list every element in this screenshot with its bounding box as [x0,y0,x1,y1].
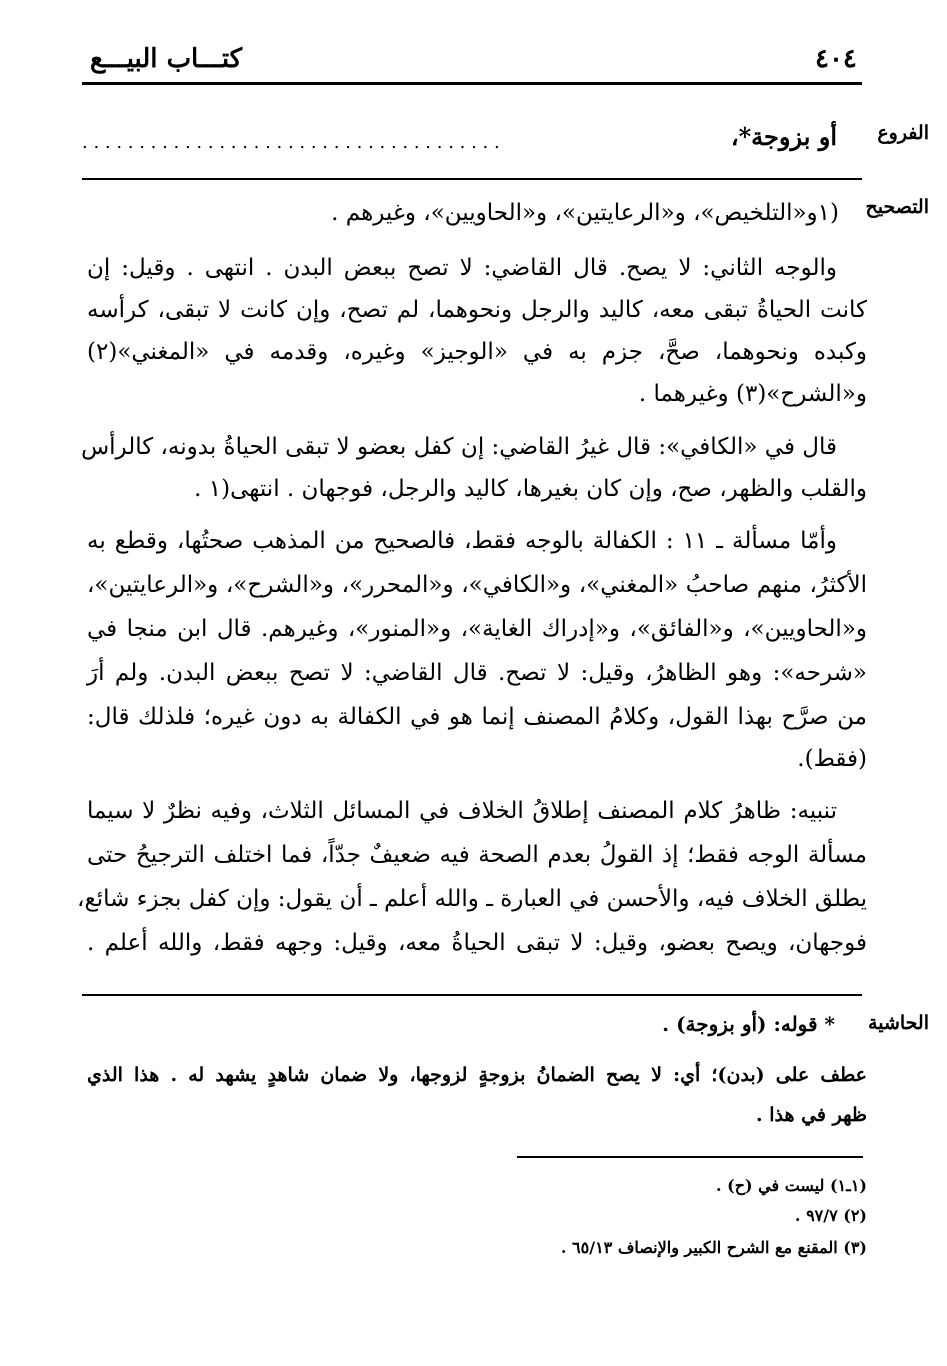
hashiya-line: ظهر في هذا . [755,1104,867,1126]
furu-dots: . . . . . . . . . . . . . . . . . . . . . . . . . . . . . . . . . . . . . [82,132,500,153]
tashih-line: الأكثرُ، منهم صاحبُ «المغني»، و«الكافي»، و«المحرر»، و«الشرح»، و«الرعايتين»، [87,572,867,598]
tashih-line: وأمّا مسألة ـ ١١ : الكفالة بالوجه فقط، فالصحيح من المذهب صحتُها، وقطع به [87,528,837,554]
tashih-line: فوجهان، ويصح بعضو، وقيل: لا تبقى الحياةُ معه، وقيل: وجهه فقط، والله أعلم . [87,930,867,956]
tashih-line: كانت الحياةُ تبقى معه، كاليد والرجل ونحوهما، لم تصح، وإن كانت لا تبقى، كرأسه [87,297,867,323]
furu-text: أو بزوجة*، [730,122,837,151]
tashih-line: والقلب والظهر، صح، وإن كان بغيرها، كاليد والرجل، فوجهان . انتهى(١ . [194,476,867,502]
tashih-line: تنبيه: ظاهرُ كلام المصنف إطلاقُ الخلاف في المسائل الثلاث، وفيه نظرٌ لا سيما [87,798,837,824]
tashih-line: والوجه الثاني: لا يصح. قال القاضي: لا تصح ببعض البدن . انتهى . وقيل: إن [87,255,837,281]
section-rule-2 [82,994,862,996]
footnote-rule [517,1156,863,1158]
furu-label: الفروع [877,122,929,144]
header-rule [82,82,862,85]
tashih-line: مسألة الوجه فقط؛ إذ القولُ بعدم الصحة فيه ضعيفٌ جدّاً، فما اختلف الترجيحُ حتى [87,842,867,868]
footnote: (٣) المقنع مع الشرح الكبير والإنصاف ٦٥/١٣ . [560,1238,867,1257]
tashih-line: قال في «الكافي»: قال غيرُ القاضي: إن كفل بعضو لا تبقى الحياةُ بدونه، كالرأس [81,434,837,460]
footnote: (٢) ٩٧/٧ . [794,1206,867,1225]
tashih-line: (فقط). [797,746,867,772]
page-number: ٤٠٤ [815,44,857,74]
tashih-line: من صرَّح بهذا القول، وكلامُ المصنف إنما هو في الكفالة به دون غيره؛ فلذلك قال: [87,704,867,730]
tashih-line: و«الشرح»(٣) وغيرهما . [638,381,867,407]
footnote: (١ـ١) ليست في (ح) . [715,1176,867,1195]
tashih-label: التصحيح [865,196,929,218]
tashih-line: (١و«التلخيص»، و«الرعايتين»، و«الحاويين»، وغيرهم . [331,200,839,226]
hashiya-label: الحاشية [868,1012,929,1034]
tashih-line: وكبده ونحوهما، صحَّ، جزم به في «الوجيز» وغيره، وقدمه في «المغني»(٢) [87,339,867,365]
book-title: كتـــاب البيـــع [90,44,243,74]
tashih-line: «شرحه»: وهو الظاهرُ، وقيل: لا تصح. قال القاضي: لا تصح ببعض البدن. ولم أرَ [87,660,867,686]
tashih-line: و«الحاويين»، و«الفائق»، و«إدراك الغاية»، و«المنور»، وغيرهم. قال ابن منجا في [87,616,867,642]
hashiya-heading: * قوله: (أو بزوجة) . [662,1012,835,1036]
section-rule-1 [82,178,862,180]
hashiya-line: عطف على (بدن)؛ أي: لا يصح الضمانُ بزوجةٍ لزوجها، ولا ضمان شاهدٍ يشهد له . هذا الذي [87,1064,867,1086]
tashih-line: يطلق الخلاف فيه، والأحسن في العبارة ـ والله أعلم ـ أن يقول: وإن كفل بجزء شائع، [77,886,867,912]
